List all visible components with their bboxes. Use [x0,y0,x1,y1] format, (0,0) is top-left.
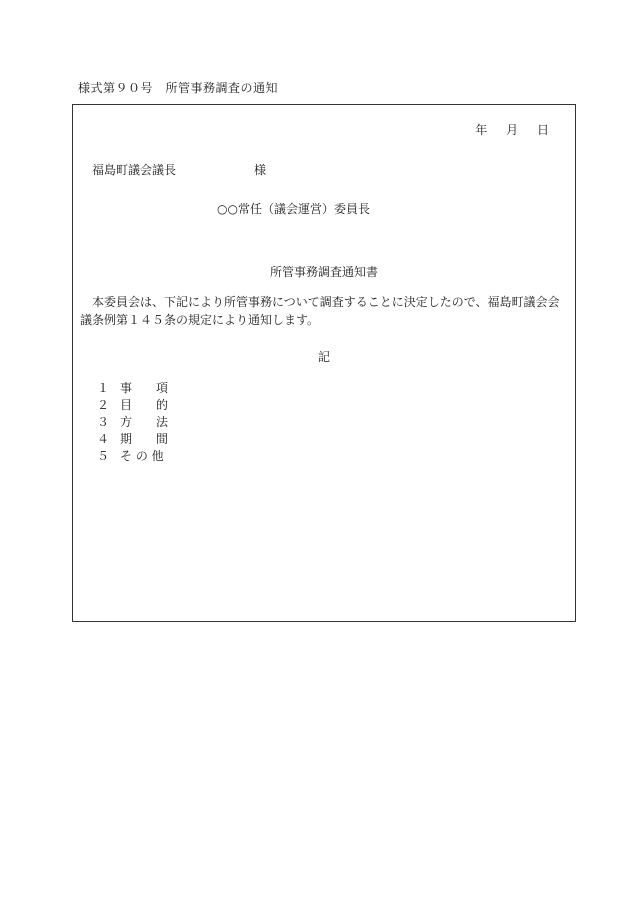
list-item [97,380,168,397]
body-text [80,293,566,329]
item-list [97,380,168,465]
list-item [97,397,168,414]
item-number: ５ [97,449,110,463]
item-label: そ の 他 [120,449,164,463]
item-label: 事 項 [120,381,169,395]
list-item [97,414,168,431]
form-number-heading: 様式第９０号 所管事務調査の通知 [78,81,279,95]
item-label: 方 法 [120,415,169,429]
item-number: ３ [97,415,110,429]
item-number: １ [97,381,110,395]
date-month: 月 [506,123,519,137]
item-number: ２ [97,398,110,412]
item-label: 目 的 [120,398,169,412]
item-number: ４ [97,432,110,446]
ki-heading: 記 [317,350,330,364]
addressee-honorific: 様 [254,163,267,177]
item-label: 期 間 [120,432,169,446]
sender: ○○常任（議会運営）委員長 [217,202,370,216]
date-year: 年 [475,123,488,137]
list-item [97,431,168,448]
list-item [97,448,168,465]
document-frame [72,104,576,622]
addressee [92,161,266,178]
body-text-content: 本委員会は、下記により所管事務について調査することに決定したので、福島町議会会議条例第１４５条の規定により通知します。 [80,295,560,327]
document-title: 所管事務調査通知書 [269,265,378,279]
date-line [464,121,549,138]
addressee-name: 福島町議会議長 [92,163,177,177]
date-day: 日 [536,123,549,137]
